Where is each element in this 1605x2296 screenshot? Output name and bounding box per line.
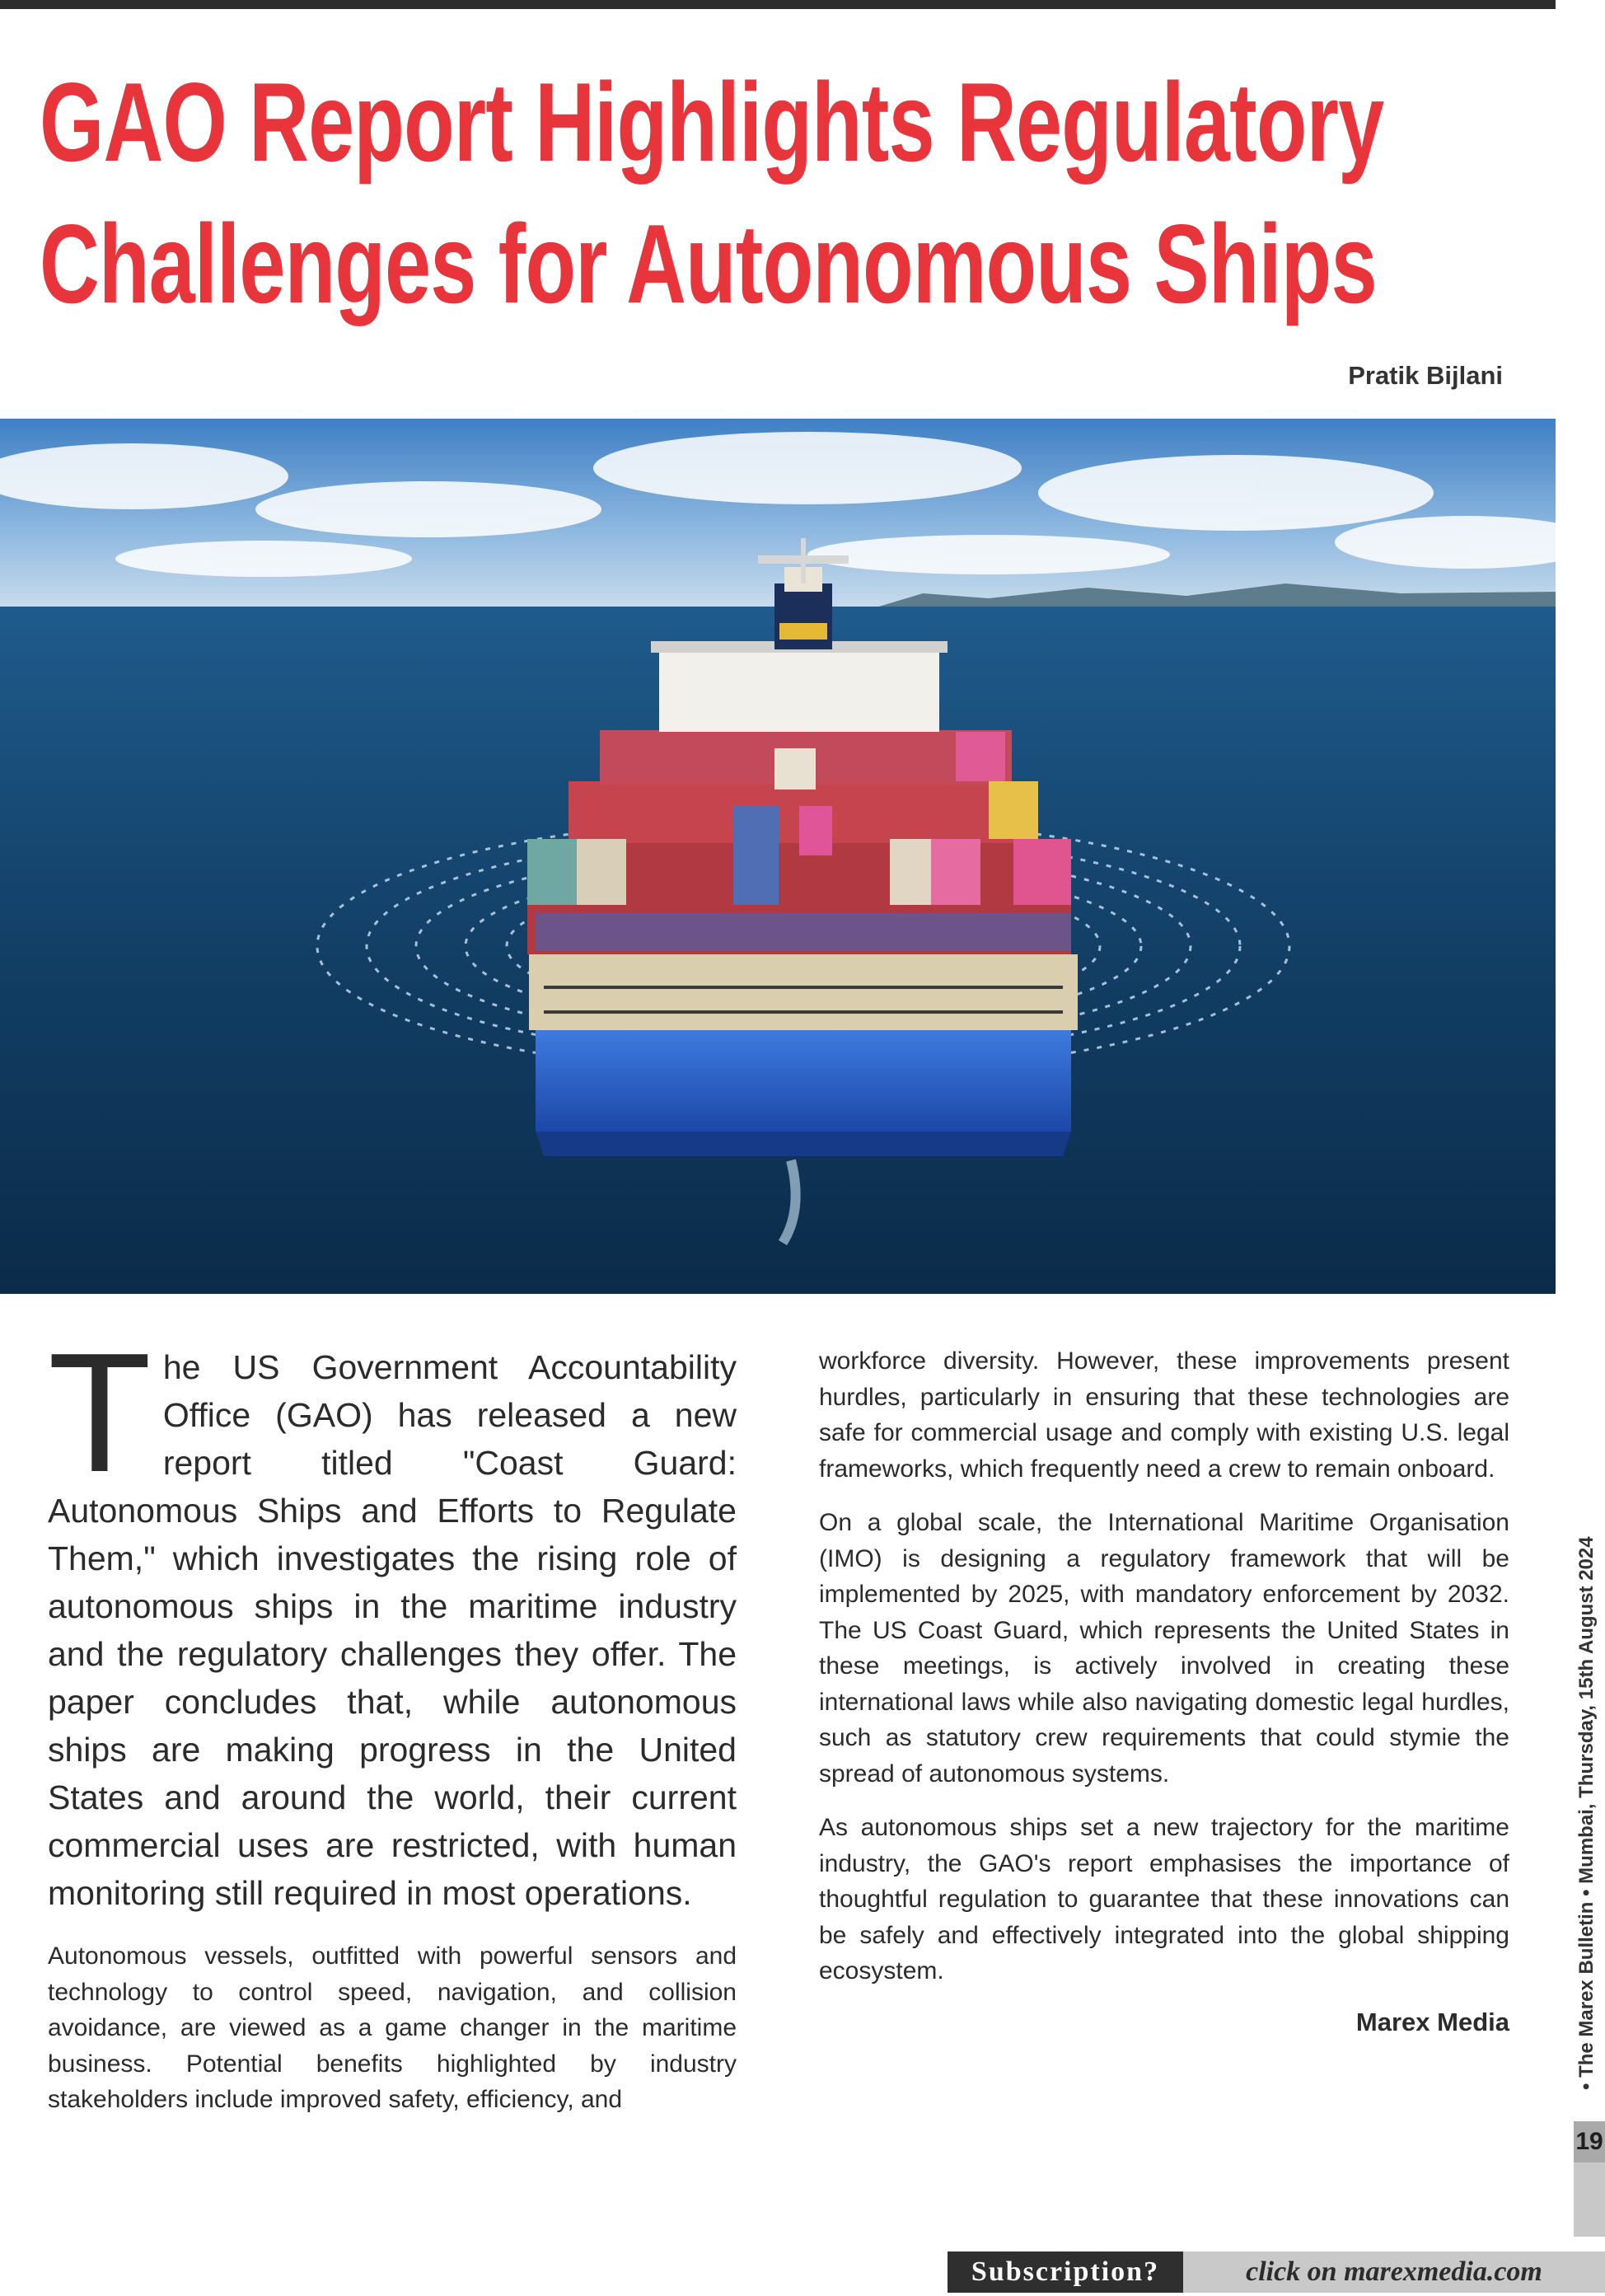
column-left xyxy=(48,1318,737,2136)
subscription-label: Subscription? xyxy=(948,2251,1183,2293)
hero-image-container-ship xyxy=(0,419,1556,1294)
author-byline: Pratik Bijlani xyxy=(1348,361,1503,390)
article-signoff: Marex Media xyxy=(1355,2007,1509,2036)
paragraph-2: On a global scale, the International Maritime Organisation (IMO) is designing a regulatory framework that will be implemented by 2025, with mandatory enforcement by 2032. The US Coast Guard, which represents the United States in these meetings, is actively involved in creating these international laws while also navigating domestic legal hurdles, such as statutory crew requirements that could stymie the spread of autonomous systems. xyxy=(819,1509,1509,1788)
headline-line-2: Challenges for Autonomous Ships xyxy=(40,201,1377,326)
column-right xyxy=(819,1343,1509,2037)
container-stacks xyxy=(527,730,1071,954)
lead-paragraph xyxy=(48,1318,737,1917)
paragraph-1-start: Autonomous vessels, outfitted with powerful sensors and technology to control speed, navigation, and collision avoidance, are viewed as a game changer in the maritime business. Potential benefits highlighted by industry stakeholders include improved safety, efficiency, and xyxy=(48,1942,737,2113)
top-rule xyxy=(0,0,1556,9)
page-number: 19 xyxy=(1574,2121,1605,2162)
paragraph-1-continued: workforce diversity. However, these improvements present hurdles, particularly in ensuring that these technologies are safe for commercial usage and comply with existing U.S. legal frameworks, which frequently need a crew to remain onboard. xyxy=(819,1347,1509,1483)
lead-text: he US Government Accountability Office (GAO) has released a new report titled "Coast Guard: Autonomous Ships and Efforts to Regulate Them," which investigates the rising role of autonomous ships in the maritime industry and the regulatory challenges they offer. The paper concludes that, while autonomous ships are making progress in the United States and around the world, their current commercial uses are restricted, with human monitoring still required in most operations. xyxy=(48,1348,737,1912)
paragraph-3: As autonomous ships set a new trajectory for the maritime industry, the GAO's report emphasises the importance of thoughtful regulation to guarantee that these innovations can be safely and effectively integrated into the global shipping ecosystem. xyxy=(819,1814,1509,1984)
drop-cap: T xyxy=(48,1318,152,1507)
headline-line-1: GAO Report Highlights Regulatory xyxy=(40,59,1384,185)
running-head-vertical: • The Marex Bulletin • Mumbai, Thursday, 15th August 2024 xyxy=(1575,1536,1598,2090)
subscription-link[interactable]: click on marexmedia.com xyxy=(1183,2251,1605,2293)
article-headline xyxy=(40,51,1551,335)
